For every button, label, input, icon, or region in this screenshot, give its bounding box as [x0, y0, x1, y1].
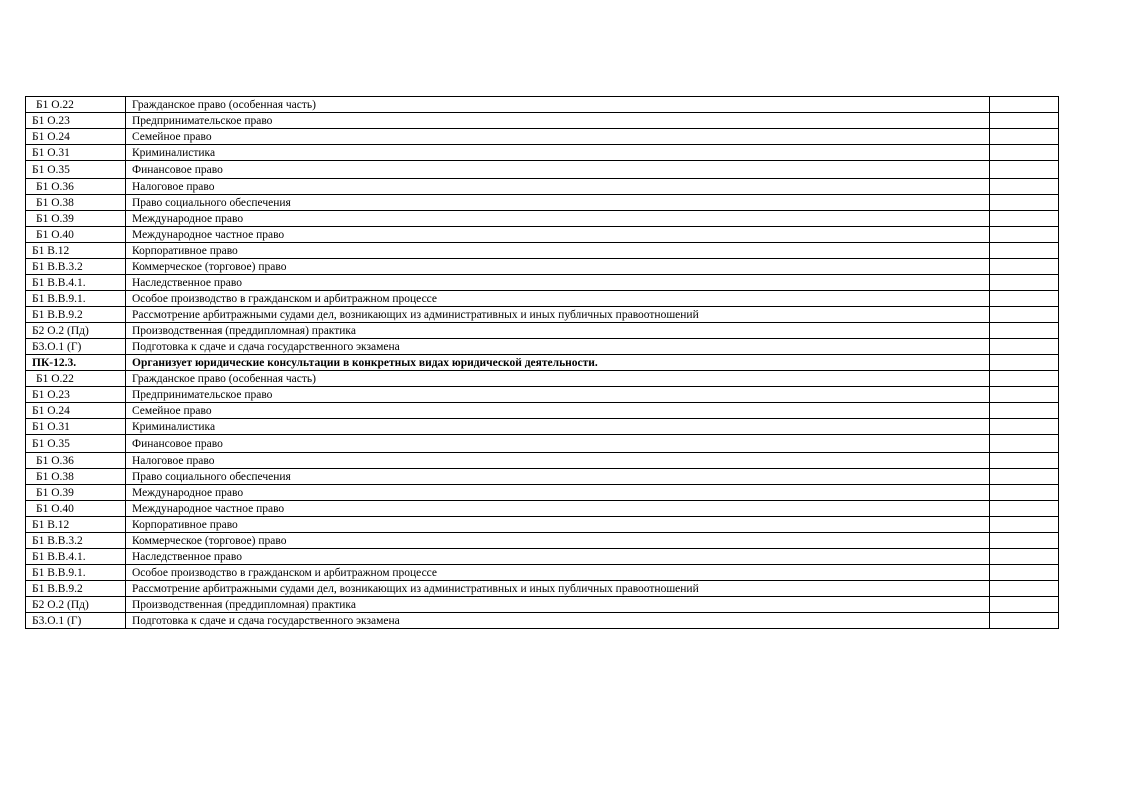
discipline-code-cell: Б1 О.35	[26, 435, 126, 453]
table-row	[26, 227, 1059, 243]
empty-cell	[990, 211, 1059, 227]
discipline-code-cell: Б1 О.39	[26, 211, 126, 227]
table-row	[26, 597, 1059, 613]
discipline-name-cell: Гражданское право (особенная часть)	[126, 97, 990, 113]
table-row	[26, 517, 1059, 533]
empty-cell	[990, 501, 1059, 517]
discipline-name-cell: Право социального обеспечения	[126, 195, 990, 211]
discipline-code-cell: Б1 О.22	[26, 97, 126, 113]
discipline-code-cell: Б1 О.40	[26, 501, 126, 517]
table-body	[26, 97, 1059, 629]
table-row	[26, 387, 1059, 403]
table-row	[26, 259, 1059, 275]
table-row	[26, 275, 1059, 291]
discipline-code-cell: Б3.О.1 (Г)	[26, 339, 126, 355]
table-row	[26, 179, 1059, 195]
empty-cell	[990, 113, 1059, 129]
discipline-code-cell: Б3.О.1 (Г)	[26, 613, 126, 629]
discipline-code-cell: Б1 О.36	[26, 453, 126, 469]
empty-cell	[990, 517, 1059, 533]
empty-cell	[990, 275, 1059, 291]
discipline-name-cell: Подготовка к сдаче и сдача государственного экзамена	[126, 339, 990, 355]
discipline-name-cell: Корпоративное право	[126, 517, 990, 533]
empty-cell	[990, 355, 1059, 371]
discipline-name-cell: Международное право	[126, 485, 990, 501]
discipline-name-cell: Право социального обеспечения	[126, 469, 990, 485]
discipline-name-cell: Семейное право	[126, 129, 990, 145]
table-row	[26, 323, 1059, 339]
table-row	[26, 161, 1059, 179]
table-row	[26, 195, 1059, 211]
empty-cell	[990, 565, 1059, 581]
table-row	[26, 501, 1059, 517]
discipline-code-cell: Б1 В.В.9.2	[26, 581, 126, 597]
discipline-code-cell: Б1 О.38	[26, 195, 126, 211]
discipline-code-cell: Б1 О.23	[26, 113, 126, 129]
discipline-name-cell: Международное право	[126, 211, 990, 227]
empty-cell	[990, 339, 1059, 355]
empty-cell	[990, 469, 1059, 485]
discipline-code-cell: Б1 О.24	[26, 129, 126, 145]
empty-cell	[990, 227, 1059, 243]
discipline-code-cell: Б1 В.В.9.1.	[26, 291, 126, 307]
competency-description-cell: Организует юридические консультации в конкретных видах юридической деятельности.	[126, 355, 990, 371]
discipline-code-cell: Б1 О.23	[26, 387, 126, 403]
discipline-code-cell: Б1 О.38	[26, 469, 126, 485]
table-row	[26, 113, 1059, 129]
table-row	[26, 581, 1059, 597]
table-row	[26, 339, 1059, 355]
table-row	[26, 613, 1059, 629]
discipline-code-cell: Б2 О.2 (Пд)	[26, 597, 126, 613]
empty-cell	[990, 145, 1059, 161]
table-row	[26, 549, 1059, 565]
discipline-code-cell: Б1 О.22	[26, 371, 126, 387]
competency-discipline-table	[25, 96, 1059, 629]
discipline-name-cell: Финансовое право	[126, 161, 990, 179]
discipline-name-cell: Международное частное право	[126, 501, 990, 517]
discipline-name-cell: Подготовка к сдаче и сдача государственного экзамена	[126, 613, 990, 629]
discipline-name-cell: Налоговое право	[126, 179, 990, 195]
table-row	[26, 145, 1059, 161]
discipline-name-cell: Коммерческое (торговое) право	[126, 259, 990, 275]
empty-cell	[990, 533, 1059, 549]
discipline-code-cell: Б1 О.40	[26, 227, 126, 243]
discipline-name-cell: Особое производство в гражданском и арбитражном процессе	[126, 291, 990, 307]
table-row	[26, 129, 1059, 145]
discipline-name-cell: Семейное право	[126, 403, 990, 419]
empty-cell	[990, 195, 1059, 211]
discipline-name-cell: Финансовое право	[126, 435, 990, 453]
discipline-name-cell: Криминалистика	[126, 419, 990, 435]
discipline-code-cell: Б1 О.31	[26, 419, 126, 435]
table-row	[26, 533, 1059, 549]
discipline-code-cell: Б1 В.В.3.2	[26, 533, 126, 549]
discipline-name-cell: Предпринимательское право	[126, 113, 990, 129]
table-row	[26, 403, 1059, 419]
empty-cell	[990, 403, 1059, 419]
table-row	[26, 453, 1059, 469]
table-row	[26, 371, 1059, 387]
empty-cell	[990, 259, 1059, 275]
empty-cell	[990, 435, 1059, 453]
discipline-name-cell: Особое производство в гражданском и арбитражном процессе	[126, 565, 990, 581]
discipline-code-cell: Б1 В.В.4.1.	[26, 549, 126, 565]
empty-cell	[990, 613, 1059, 629]
discipline-code-cell: Б1 В.В.9.2	[26, 307, 126, 323]
discipline-code-cell: Б1 О.24	[26, 403, 126, 419]
table-row	[26, 485, 1059, 501]
discipline-name-cell: Производственная (преддипломная) практика	[126, 597, 990, 613]
empty-cell	[990, 581, 1059, 597]
empty-cell	[990, 323, 1059, 339]
empty-cell	[990, 161, 1059, 179]
empty-cell	[990, 129, 1059, 145]
discipline-code-cell: Б1 В.В.9.1.	[26, 565, 126, 581]
empty-cell	[990, 597, 1059, 613]
empty-cell	[990, 371, 1059, 387]
discipline-code-cell: Б1 В.12	[26, 243, 126, 259]
empty-cell	[990, 179, 1059, 195]
discipline-name-cell: Наследственное право	[126, 549, 990, 565]
discipline-name-cell: Криминалистика	[126, 145, 990, 161]
discipline-name-cell: Наследственное право	[126, 275, 990, 291]
empty-cell	[990, 453, 1059, 469]
discipline-name-cell: Коммерческое (торговое) право	[126, 533, 990, 549]
table-row	[26, 97, 1059, 113]
empty-cell	[990, 549, 1059, 565]
empty-cell	[990, 291, 1059, 307]
competency-code-cell: ПК-12.3.	[26, 355, 126, 371]
discipline-code-cell: Б1 О.31	[26, 145, 126, 161]
table-row	[26, 211, 1059, 227]
table-row	[26, 435, 1059, 453]
empty-cell	[990, 307, 1059, 323]
empty-cell	[990, 97, 1059, 113]
table-row	[26, 243, 1059, 259]
discipline-name-cell: Рассмотрение арбитражными судами дел, возникающих из административных и иных публичных правоотношений	[126, 307, 990, 323]
discipline-name-cell: Рассмотрение арбитражными судами дел, возникающих из административных и иных публичных правоотношений	[126, 581, 990, 597]
discipline-code-cell: Б1 О.39	[26, 485, 126, 501]
discipline-name-cell: Международное частное право	[126, 227, 990, 243]
table-row	[26, 419, 1059, 435]
empty-cell	[990, 387, 1059, 403]
table-row	[26, 469, 1059, 485]
discipline-name-cell: Гражданское право (особенная часть)	[126, 371, 990, 387]
discipline-name-cell: Предпринимательское право	[126, 387, 990, 403]
table-row	[26, 307, 1059, 323]
discipline-code-cell: Б1 В.В.3.2	[26, 259, 126, 275]
empty-cell	[990, 419, 1059, 435]
discipline-code-cell: Б1 В.12	[26, 517, 126, 533]
discipline-name-cell: Корпоративное право	[126, 243, 990, 259]
empty-cell	[990, 243, 1059, 259]
discipline-code-cell: Б2 О.2 (Пд)	[26, 323, 126, 339]
discipline-name-cell: Производственная (преддипломная) практика	[126, 323, 990, 339]
discipline-code-cell: Б1 О.36	[26, 179, 126, 195]
table-row	[26, 291, 1059, 307]
empty-cell	[990, 485, 1059, 501]
discipline-code-cell: Б1 О.35	[26, 161, 126, 179]
discipline-name-cell: Налоговое право	[126, 453, 990, 469]
table-row	[26, 565, 1059, 581]
discipline-code-cell: Б1 В.В.4.1.	[26, 275, 126, 291]
competency-heading-row	[26, 355, 1059, 371]
